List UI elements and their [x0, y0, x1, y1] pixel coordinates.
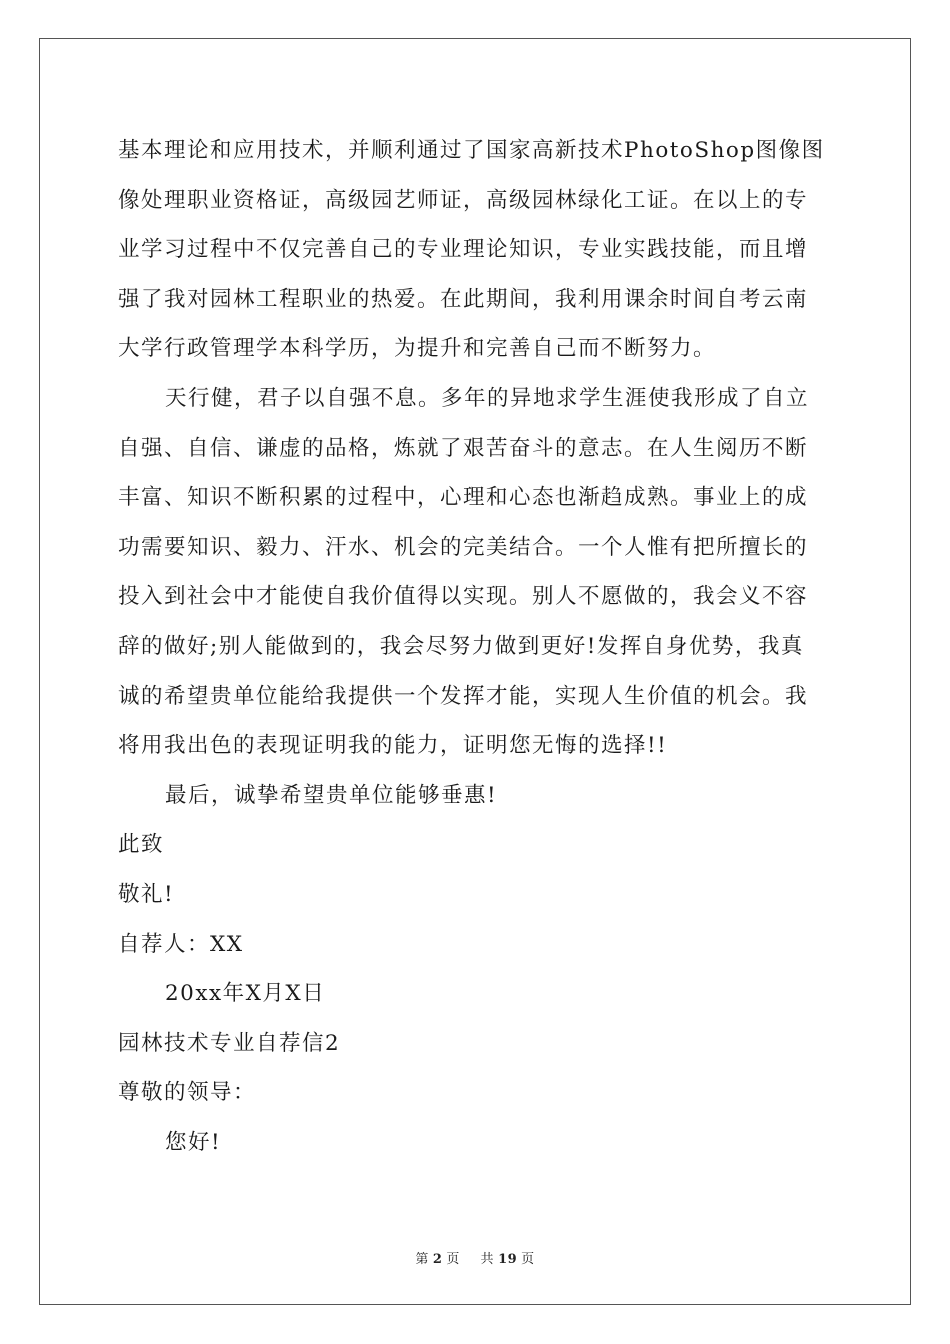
text-line: 最后，诚挚希望贵单位能够垂惠! — [165, 782, 498, 808]
document-body — [118, 126, 832, 1167]
text-line: 敬礼! — [118, 881, 175, 907]
text-line: 功需要知识、毅力、汗水、机会的完美结合。一个人惟有把所擅长的 — [118, 534, 809, 560]
page-total — [477, 1252, 539, 1267]
text-line: 您好! — [165, 1129, 222, 1155]
page-number — [411, 1252, 464, 1267]
text-line: 像处理职业资格证，高级园艺师证，高级园林绿化工证。在以上的专 — [118, 187, 809, 213]
text-line: 自荐人：XX — [118, 931, 244, 957]
page-footer — [0, 1248, 950, 1267]
text-line: 诚的希望贵单位能给我提供一个发挥才能，实现人生价值的机会。我 — [118, 683, 809, 709]
text-line: 自强、自信、谦虚的品格，炼就了艰苦奋斗的意志。在人生阅历不断 — [118, 435, 809, 461]
page-prefix: 第 — [415, 1252, 429, 1267]
text-line: 投入到社会中才能使自我价值得以实现。别人不愿做的，我会义不容 — [118, 584, 809, 610]
total-pages: 19 — [498, 1252, 518, 1267]
text-line: 强了我对园林工程职业的热爱。在此期间，我利用课余时间自考云南 — [118, 286, 809, 312]
text-line: 辞的做好;别人能做到的，我会尽努力做到更好!发挥自身优势，我真 — [118, 633, 804, 659]
text-line: 丰富、知识不断积累的过程中，心理和心态也渐趋成熟。事业上的成 — [118, 485, 809, 511]
current-page: 2 — [432, 1252, 443, 1267]
text-line: 此致 — [118, 832, 165, 858]
text-line: 20xx年X月X日 — [165, 981, 326, 1007]
text-line: 基本理论和应用技术，并顺利通过了国家高新技术PhotoShop图像图 — [118, 138, 825, 163]
text-line: 将用我出色的表现证明我的能力，证明您无悔的选择!! — [118, 733, 668, 759]
text-line: 园林技术专业自荐信2 — [118, 1030, 341, 1056]
total-prefix: 共 — [480, 1252, 495, 1267]
text-line: 大学行政管理学本科学历，为提升和完善自己而不断努力。 — [118, 336, 717, 362]
text-line: 尊敬的领导： — [118, 1080, 257, 1106]
text-line: 业学习过程中不仅完善自己的专业理论知识，专业实践技能，而且增 — [118, 237, 809, 263]
page-suffix: 页 — [446, 1252, 460, 1267]
text-line: 天行健，君子以自强不息。多年的异地求学生涯使我形成了自立 — [165, 385, 810, 411]
total-suffix: 页 — [521, 1252, 535, 1267]
